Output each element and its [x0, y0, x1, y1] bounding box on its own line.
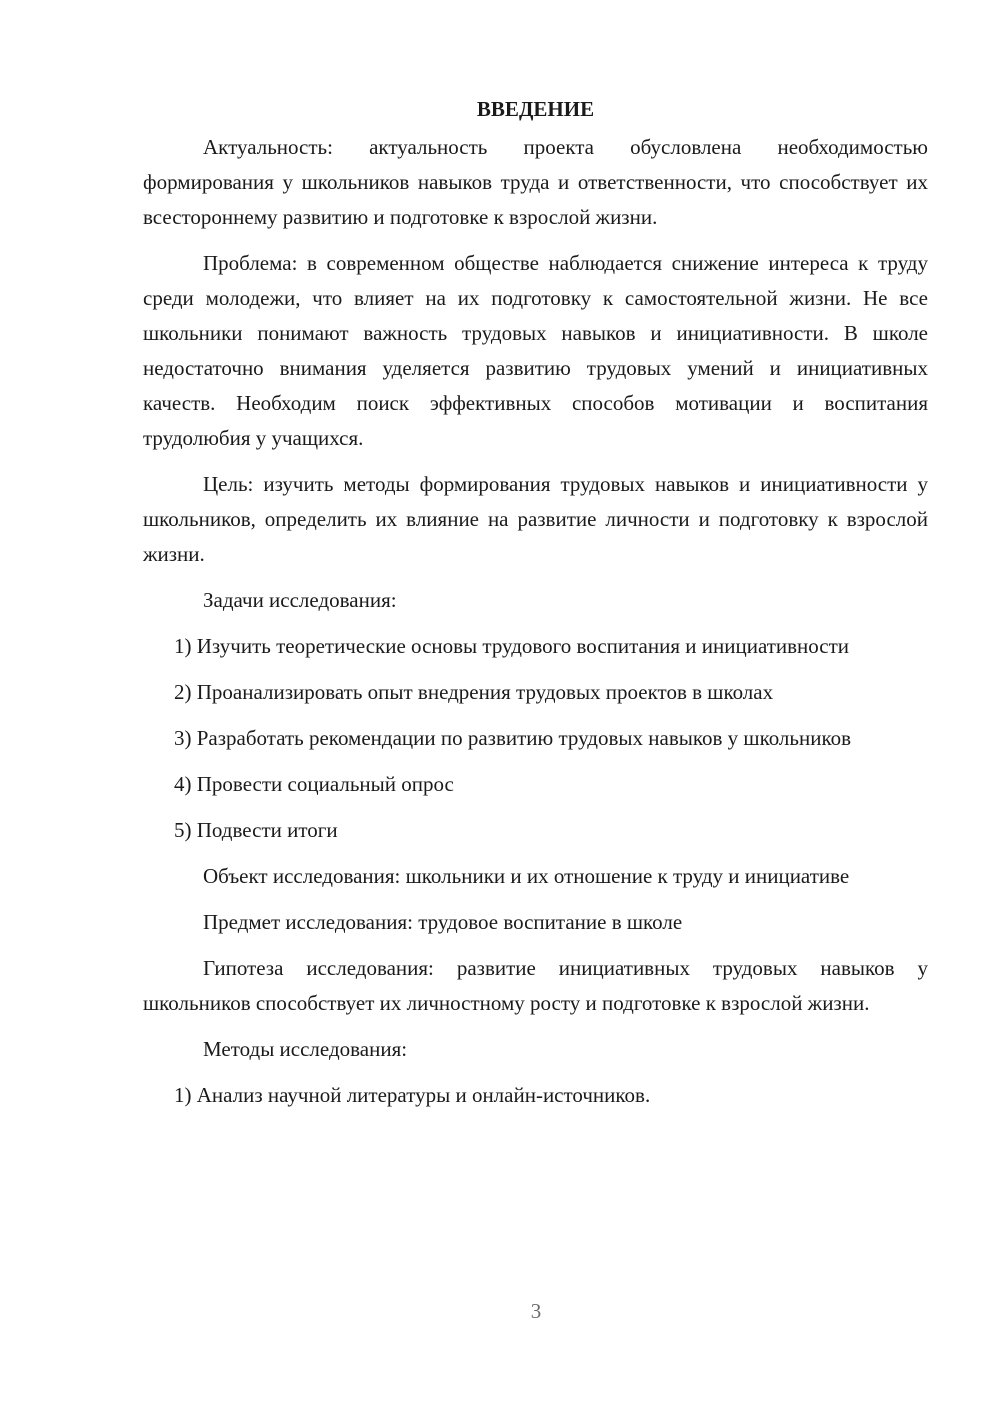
- task-item: 3) Разработать рекомендации по развитию трудовых навыков у школьников: [174, 726, 852, 750]
- document-body: [143, 92, 928, 1124]
- task-item: 1) Изучить теоретические основы трудового воспитания и инициативности: [174, 634, 850, 658]
- subject-paragraph: Предмет исследования: трудовое воспитание в школе: [203, 910, 683, 934]
- task-item: 4) Провести социальный опрос: [174, 772, 454, 796]
- method-item: 1) Анализ научной литературы и онлайн-источников.: [174, 1083, 651, 1107]
- relevance-paragraph: Актуальность: актуальность проекта обусловлена необходимостью формирования у школьников навыков труда и ответственности, что способствует их всестороннему развитию и подготовке к взрослой жизни.: [143, 135, 928, 229]
- page-number: 3: [530, 1299, 542, 1323]
- goal-paragraph: Цель: изучить методы формирования трудовых навыков и инициативности у школьников, определить их влияние на развитие личности и подготовку к взрослой жизни.: [143, 472, 928, 566]
- hypothesis-paragraph: Гипотеза исследования: развитие инициативных трудовых навыков у школьников способствует их личностному росту и подготовке к взрослой жизни.: [143, 956, 928, 1015]
- object-paragraph: Объект исследования: школьники и их отношение к труду и инициативе: [203, 864, 850, 888]
- task-item: 2) Проанализировать опыт внедрения трудовых проектов в школах: [174, 680, 774, 704]
- methods-heading: Методы исследования:: [203, 1037, 408, 1061]
- section-title: ВВЕДЕНИЕ: [476, 97, 595, 121]
- task-item: 5) Подвести итоги: [174, 818, 338, 842]
- tasks-heading: Задачи исследования:: [203, 588, 397, 612]
- problem-paragraph: Проблема: в современном обществе наблюдается снижение интереса к труду среди молодежи, что влияет на их подготовку к самостоятельной жизни. Не все школьники понимают важность трудовых навыков и инициативности. В школе недостаточно внимания уделяется развитию трудовых умений и инициативных качеств. Необходим поиск эффективных способов мотивации и воспитания трудолюбия у учащихся.: [143, 251, 928, 450]
